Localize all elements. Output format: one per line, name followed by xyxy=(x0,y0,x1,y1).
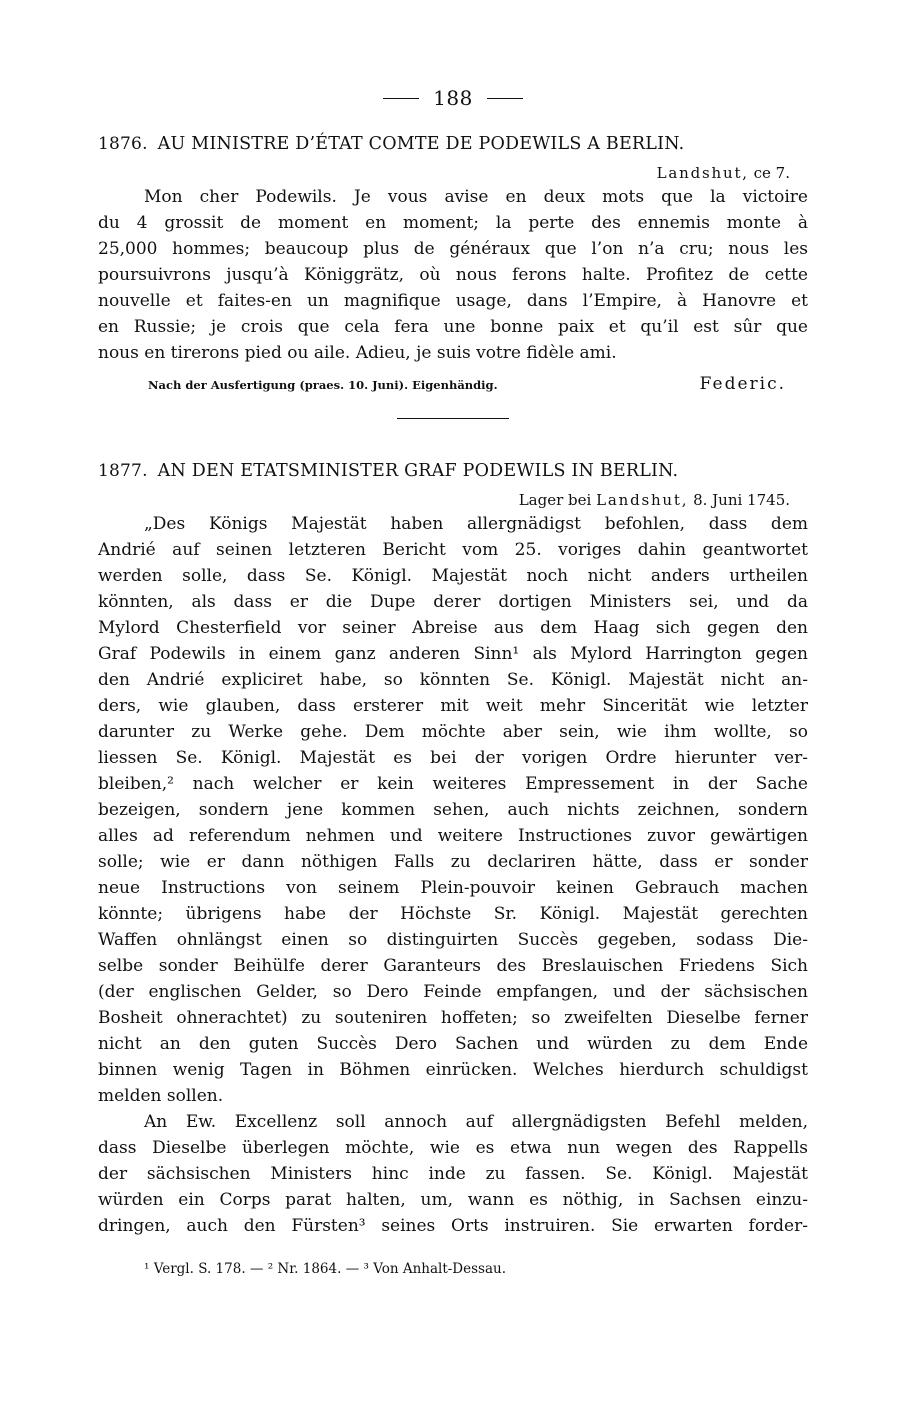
letter-1876-body xyxy=(98,184,808,366)
letter-1876-source-note: Nach der Ausfertigung (praes. 10. Juni). Eigenhändig. xyxy=(148,378,498,392)
letter-1877-place: Landshut, xyxy=(596,491,689,509)
text-line: könnten, als dass er die Dupe derer dortigen Ministers sei, und da xyxy=(98,592,808,612)
document-page xyxy=(98,80,808,1279)
text-line: werden solle, dass Se. Königl. Majestät noch nicht anders urtheilen xyxy=(98,566,808,586)
text-line: Mylord Chesterfield vor seiner Abreise aus dem Haag sich gegen den xyxy=(98,618,808,638)
page-number: 188 xyxy=(433,86,473,110)
text-line: poursuivrons jusqu’à Königgrätz, où nous ferons halte. Profitez de cette xyxy=(98,265,808,285)
text-line: nicht an den guten Succès Dero Sachen und würden zu dem Ende xyxy=(98,1034,808,1054)
text-line: dass Dieselbe überlegen möchte, wie es etwa nun wegen des Rappells xyxy=(98,1138,808,1158)
text-line: selbe sonder Beihülfe derer Garanteurs des Breslauischen Friedens Sich xyxy=(98,956,808,976)
letter-1876-source-row xyxy=(98,374,808,394)
text-line: nous en tirerons pied ou aile. Adieu, je suis votre fidèle ami. xyxy=(98,343,617,363)
letter-1876-title: AU MINISTRE D’ÉTAT COMTE DE PODEWILS A BERLIN. xyxy=(157,134,685,154)
letter-1877-heading xyxy=(98,459,808,483)
text-line: liessen Se. Königl. Majestät es bei der vorigen Ordre hierunter ver- xyxy=(98,748,808,768)
text-line: Mon cher Podewils. Je vous avise en deux mots que la victoire xyxy=(144,187,808,207)
letter-1877-date: 8. Juni 1745. xyxy=(693,491,790,509)
page-number-dash-right xyxy=(487,98,523,99)
text-line: en Russie; je crois que cela fera une bonne paix et qu’il est sûr que xyxy=(98,317,808,337)
text-line: du 4 grossit de moment en moment; la perte des ennemis monte à xyxy=(98,213,808,233)
text-line: Bosheit ohnerachtet) zu souteniren hoffeten; so zweifelten Dieselbe ferner xyxy=(98,1008,808,1028)
text-line: melden sollen. xyxy=(98,1086,224,1106)
page-number-row xyxy=(98,80,808,116)
text-line: den Andrié expliciret habe, so könnten Se. Königl. Majestät nicht an- xyxy=(98,670,808,690)
letter-1876-date: ce 7. xyxy=(753,164,790,182)
text-line: Waffen ohnlängst einen so distinguirten Succès gegeben, sodass Die- xyxy=(98,930,808,950)
letter-1877-placeline xyxy=(98,489,808,511)
text-line: „Des Königs Majestät haben allergnädigst befohlen, dass dem xyxy=(144,514,808,534)
letter-1876-place: Landshut, xyxy=(656,164,749,182)
footnotes: ¹ Vergl. S. 178. — ² Nr. 1864. — ³ Von Anhalt-Dessau. xyxy=(144,1261,507,1277)
letter-1876-heading xyxy=(98,132,808,156)
letter-1876-signature: Federic. xyxy=(699,374,786,394)
letter-1877-place-prefix: Lager bei xyxy=(518,491,592,509)
text-line: darunter zu Werke gehe. Dem möchte aber sein, wie ihm wollte, so xyxy=(98,722,808,742)
text-line: würden ein Corps parat halten, um, wann es nöthig, in Sachsen einzu- xyxy=(98,1190,808,1210)
text-line: (der englischen Gelder, so Dero Feinde empfangen, und der sächsischen xyxy=(98,982,808,1002)
text-line: könnte; übrigens habe der Höchste Sr. Königl. Majestät gerechten xyxy=(98,904,808,924)
letter-1876-placeline xyxy=(98,162,808,184)
text-line: der sächsischen Ministers hinc inde zu fassen. Se. Königl. Majestät xyxy=(98,1164,808,1184)
text-line: 25,000 hommes; beaucoup plus de généraux que l’on n’a cru; nous les xyxy=(98,239,808,259)
text-line: ders, wie glauben, dass ersterer mit weit mehr Sincerität wie letzter xyxy=(98,696,808,716)
letter-1876-number: 1876. xyxy=(98,134,148,154)
text-line: solle; wie er dann nöthigen Falls zu declariren hätte, dass er sonder xyxy=(98,852,808,872)
letter-1877-number: 1877. xyxy=(98,461,148,481)
text-line: dringen, auch den Fürsten³ seines Orts instruiren. Sie erwarten forder- xyxy=(98,1216,808,1236)
section-separator xyxy=(397,418,509,419)
text-line: alles ad referendum nehmen und weitere Instructiones zuvor gewärtigen xyxy=(98,826,808,846)
text-line: neue Instructions von seinem Plein-pouvoir keinen Gebrauch machen xyxy=(98,878,808,898)
letter-1877-paragraph-2 xyxy=(98,1109,808,1239)
letter-1877-title: AN DEN ETATSMINISTER GRAF PODEWILS IN BERLIN. xyxy=(157,461,679,481)
text-line: nouvelle et faites-en un magnifique usage, dans l’Empire, à Hanovre et xyxy=(98,291,808,311)
text-line: Graf Podewils in einem ganz anderen Sinn¹ als Mylord Harrington gegen xyxy=(98,644,808,664)
text-line: binnen wenig Tagen in Böhmen einrücken. Welches hierdurch schuldigst xyxy=(98,1060,808,1080)
text-line: bleiben,² nach welcher er kein weiteres Empressement in der Sache xyxy=(98,774,808,794)
text-line: Andrié auf seinen letzteren Bericht vom 25. voriges dahin geantwortet xyxy=(98,540,808,560)
letter-1877-paragraph-1 xyxy=(98,511,808,1109)
page-number-dash-left xyxy=(383,98,419,99)
text-line: bezeigen, sondern jene kommen sehen, auch nichts zeichnen, sondern xyxy=(98,800,808,820)
text-line: An Ew. Excellenz soll annoch auf allergnädigsten Befehl melden, xyxy=(144,1112,808,1132)
